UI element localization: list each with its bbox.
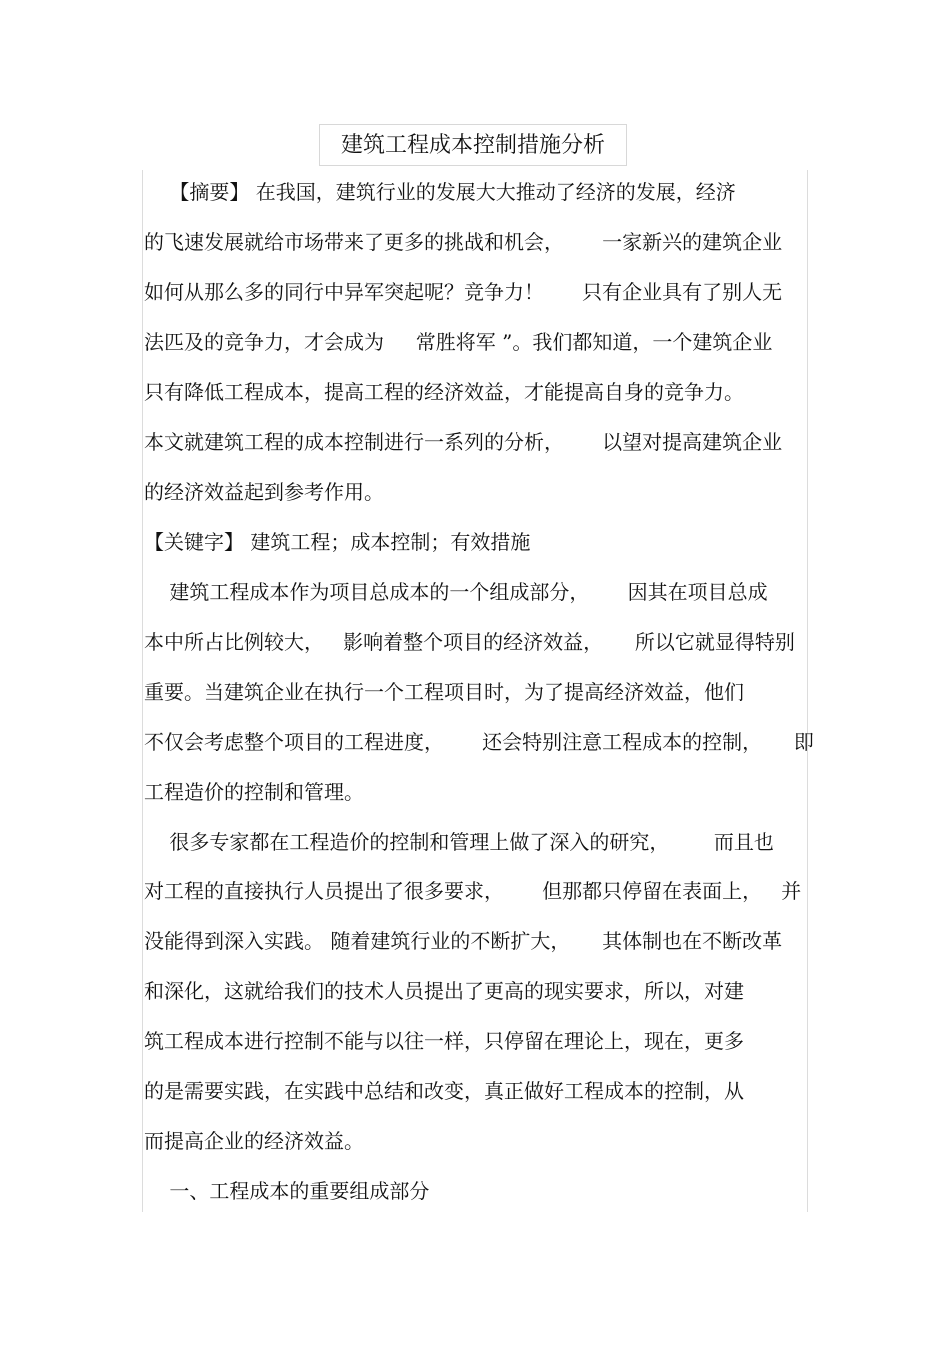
text-line: 重要。当建筑企业在执行一个工程项目时，为了提高经济效益，他们 (144, 680, 744, 704)
text-line: 而提高企业的经济效益。 (144, 1129, 364, 1153)
text-line: 【摘要】 在我国，建筑行业的发展大大推动了经济的发展，经济 (144, 180, 736, 204)
keywords-line: 【关键字】 建筑工程；成本控制；有效措施 (144, 530, 531, 554)
text-line: 的飞速发展就给市场带来了更多的挑战和机会， 一家新兴的建筑企业 (144, 230, 783, 254)
text-line: 本中所占比例较大， 影响着整个项目的经济效益， 所以它就显得特别 (144, 630, 795, 654)
text-line: 没能得到深入实践。 随着建筑行业的不断扩大， 其体制也在不断改革 (144, 929, 783, 953)
text-line: 和深化，这就给我们的技术人员提出了更高的现实要求，所以，对建 (144, 979, 744, 1003)
text-line: 法匹及的竞争力，才会成为 常胜将军 ”。我们都知道，一个建筑企业 (144, 330, 773, 354)
text-line: 本文就建筑工程的成本控制进行一系列的分析， 以望对提高建筑企业 (144, 430, 783, 454)
text-line: 对工程的直接执行人员提出了很多要求， 但那都只停留在表面上， 并 (144, 879, 802, 903)
text-line: 如何从那么多的同行中异军突起呢？竞争力！ 只有企业具有了别人无 (144, 280, 783, 304)
text-line: 的经济效益起到参考作用。 (144, 480, 384, 504)
text-line: 建筑工程成本作为项目总成本的一个组成部分， 因其在项目总成 (144, 580, 768, 604)
section-heading: 一、工程成本的重要组成部分 (144, 1179, 430, 1203)
text-line: 工程造价的控制和管理。 (144, 780, 364, 804)
text-line: 不仅会考虑整个项目的工程进度， 还会特别注意工程成本的控制， 即 (144, 730, 814, 754)
text-line: 只有降低工程成本，提高工程的经济效益，才能提高自身的竞争力。 (144, 380, 744, 404)
text-line: 筑工程成本进行控制不能与以往一样，只停留在理论上，现在，更多 (144, 1029, 744, 1053)
text-line: 的是需要实践，在实践中总结和改变，真正做好工程成本的控制，从 (144, 1079, 744, 1103)
text-line: 很多专家都在工程造价的控制和管理上做了深入的研究， 而且也 (144, 830, 774, 854)
document-title: 建筑工程成本控制措施分析 (319, 124, 627, 166)
